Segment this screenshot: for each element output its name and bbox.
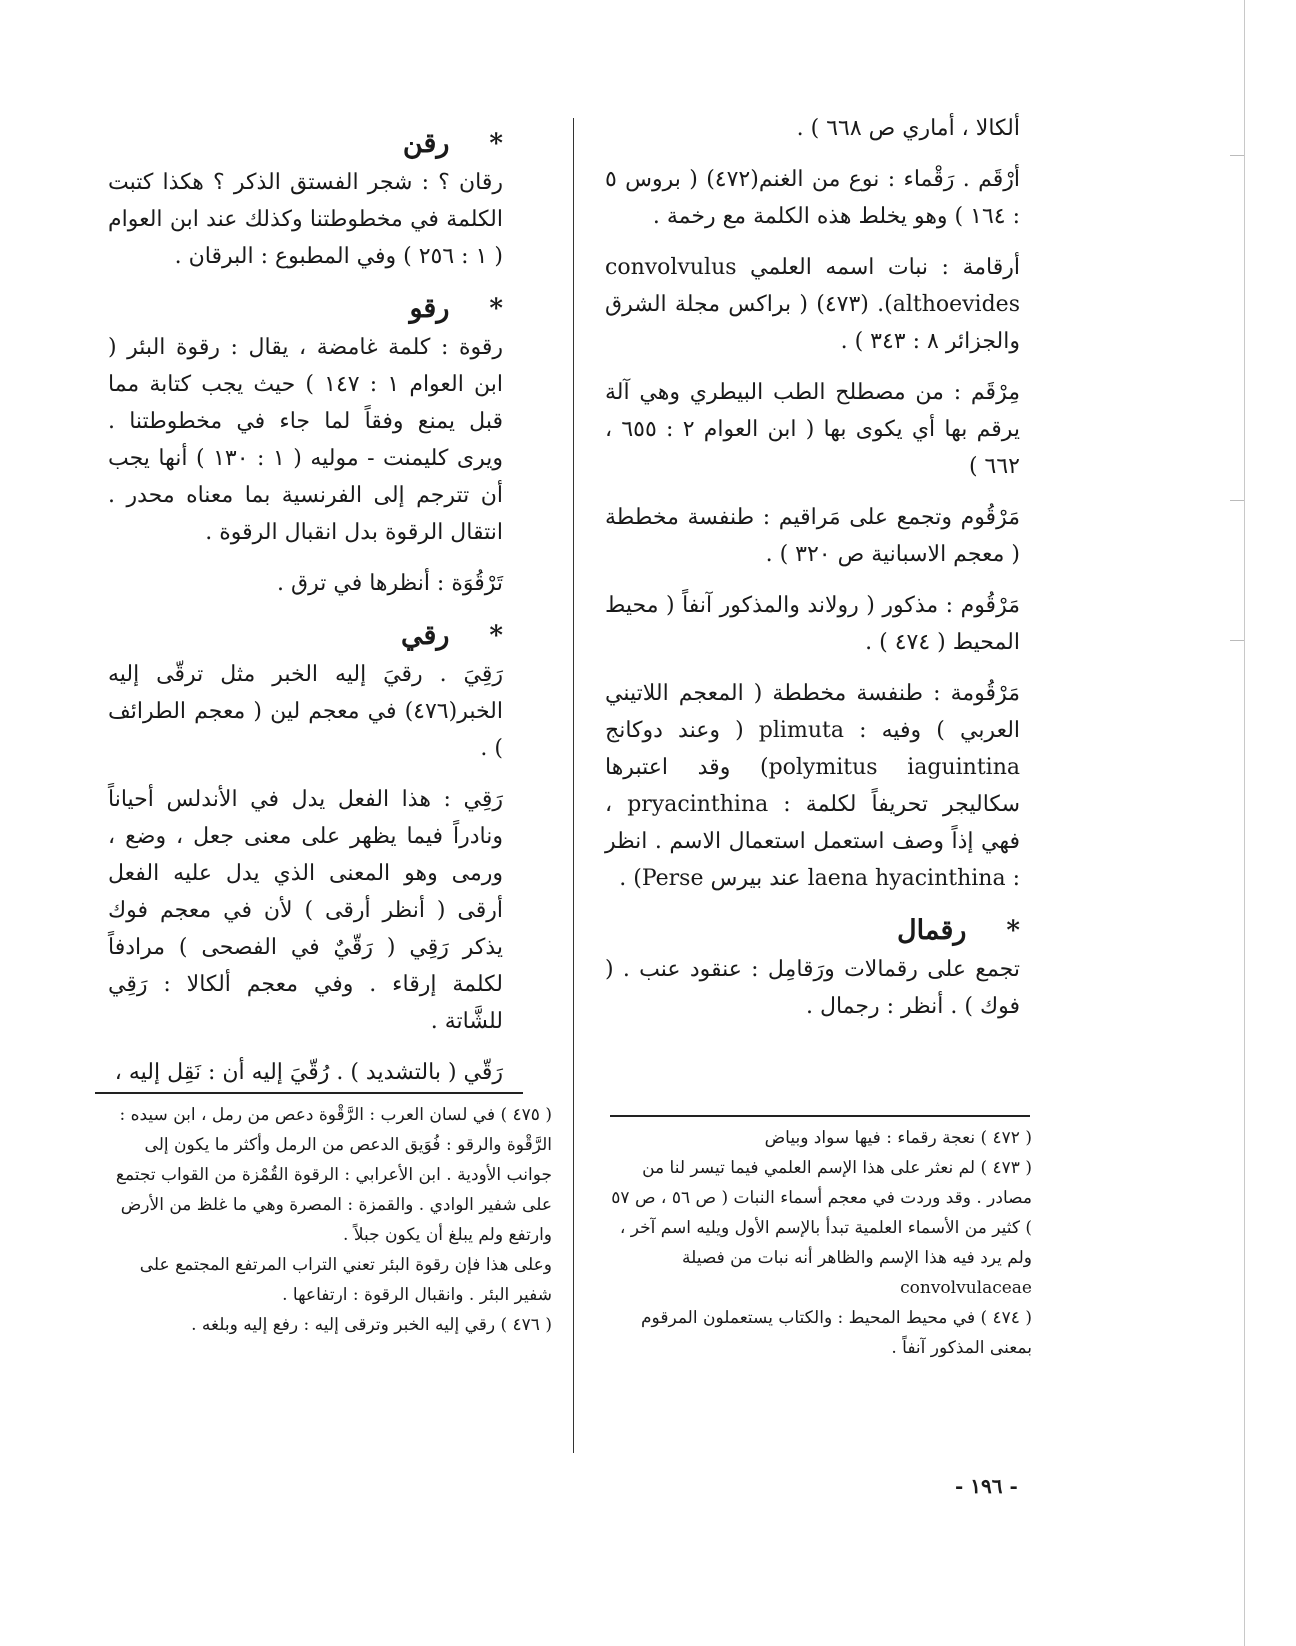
paragraph: مَرْقُوم : مذكور ( رولاند والمذكور آنفاً ( محيط المحيط ( ٤٧٤ ) .: [605, 593, 1020, 655]
paragraph: تجمع على رقمالات ورَقامِل : عنقود عنب . ( فوك ) . أنظر : رجمال .: [605, 957, 1020, 1019]
entry-heading: [108, 124, 503, 164]
footnote: ( ٤٧٣ ) لم نعثر على هذا الإسم العلمي فيما تيسر لنا من مصادر . وقد وردت في معجم أسماء النبات ( ص ٥٦ ، ص ٥٧ ) كثير من الأسماء العلمية تبدأ بالإسم الأول ويليه اسم آخر ، ولم يرد فيه هذا الإسم والظاهر أنه نبات من فصيلة convolvulaceae: [611, 1158, 1032, 1298]
footnotes-right: [600, 1123, 1032, 1363]
entry-heading: [108, 616, 503, 656]
entry-heading: [605, 911, 1020, 951]
footnote: ( ٤٧٢ ) نعجة رقماء : فيها سواد وبياض: [764, 1128, 1032, 1148]
footnotes-left: [102, 1100, 552, 1340]
paragraph: رقان ؟ : شجر الفستق الذكر ؟ هكذا كتبت الكلمة في مخطوطتنا وكذلك عند ابن العوام ( ١ : ٢٥٦ ) وفي المطبوع : البرقان .: [108, 170, 503, 269]
footnote: وعلى هذا فإن رقوة البئر تعني التراب المرتفع المجتمع على شفير البئر . وانقبال الرقوة : ارتفاعها .: [139, 1255, 552, 1305]
page-edge-line: [1244, 0, 1245, 1646]
entry-heading: [108, 289, 503, 329]
footnote-rule: [610, 1115, 1030, 1117]
paragraph: مَرْقُومة : طنفسة مخططة ( المعجم اللاتيني العربي ) وفيه : plimuta ( وعند دوكانج polymitus iaguintina) وقد اعتبرها سكاليجر تحريفاً لكلمة : pryacinthina ، فهي إذاً وصف استعمل استعمال الاسم . انظر : laena hyacinthina عند بيرس Perse) .: [605, 681, 1021, 891]
footnote: ( ٤٧٦ ) رقي إليه الخبر وترقى إليه : رفع إليه وبلغه .: [191, 1315, 552, 1335]
footnote: ( ٤٧٥ ) في لسان العرب : الرَّقْوة دعص من رمل ، ابن سيده : الرَّقْوة والرقو : فُوَيق الدعص من الرمل وأكثر ما يكون إلى جوانب الأودية . ابن الأعرابي : الرقوة القُمْزة من القواب تجتمع على شفير الوادي . والقمزة : المصرة وهي ما غلظ من الأرض وارتفع ولم يبلغ أن يكون جبلاً .: [115, 1105, 552, 1245]
star-marker: *: [489, 621, 503, 651]
paragraph: تَرْقُوَة : أنظرها في ترق .: [277, 571, 503, 596]
star-marker: *: [489, 294, 503, 324]
paragraph: رقوة : كلمة غامضة ، يقال : رقوة البئر ( ابن العوام ١ : ١٤٧ ) حيث يجب كتابة مما قبل يمنع وفقاً لما جاء في مخطوطتنا . ويرى كليمنت - موليه ( ١ : ١٣٠ ) أنها يجب أن تترجم إلى الفرنسية بما معناه محدر . انتقال الرقوة بدل انقبال الرقوة .: [108, 335, 503, 545]
paragraph: رَقّي ( بالتشديد ) . رُقّيَ إليه أن : نَقِل إليه ،: [114, 1060, 503, 1085]
paragraph: أرقامة : نبات اسمه العلمي convolvulus althoevides). (٤٧٣) ( براكس مجلة الشرق والجزائر ٨ : ٣٤٣ ) .: [605, 255, 1020, 354]
edge-tick: [1230, 500, 1244, 501]
entry-heading-text: رقي: [400, 620, 450, 651]
right-column: [605, 110, 1020, 1039]
paragraph: ألكالا ، أماري ص ٦٦٨ ) .: [796, 116, 1020, 141]
footnote-rule: [95, 1092, 523, 1094]
paragraph: مِرْقَم : من مصطلح الطب البيطري وهي آلة يرقم بها أي يكوى بها ( ابن العوام ٢ : ٦٥٥ ، ٦٦٢ ): [605, 380, 1021, 479]
paragraph: أرْقَم . رَقْماء : نوع من الغنم(٤٧٢) ( بروس ٥ : ١٦٤ ) وهو يخلط هذه الكلمة مع رخمة .: [605, 167, 1021, 229]
footnote: ( ٤٧٤ ) في محيط المحيط : والكتاب يستعملون المرقوم بمعنى المذكور آنفاً .: [641, 1308, 1032, 1358]
page-number: - ١٩٦ -: [955, 1474, 1018, 1498]
star-marker: *: [489, 129, 503, 159]
paragraph: رَقِي : هذا الفعل يدل في الأندلس أحياناً ونادراً فيما يظهر على معنى جعل ، وضع ، ورمى وهو المعنى الذي يدل عليه الفعل أرقى ( أنظر أرقى ) لأن في معجم فوك يذكر رَقِي ( رَقّيٌ في الفصحى ) مرادفاً لكلمة إرقاء . وفي معجم ألكالا : رَقِي للشَّاتة .: [108, 787, 503, 1034]
left-column: [108, 118, 503, 1105]
edge-tick: [1230, 640, 1244, 641]
edge-tick: [1230, 155, 1244, 156]
entry-heading-text: رقن: [402, 128, 450, 159]
paragraph: رَقِيَ . رقيَ إليه الخبر مثل ترقّى إليه الخبر(٤٧٦) في معجم لين ( معجم الطرائف ) .: [108, 662, 503, 761]
entry-heading-text: رقمال: [896, 915, 967, 946]
entry-heading-text: رقو: [409, 293, 450, 324]
star-marker: *: [1006, 916, 1020, 946]
column-divider: [573, 118, 574, 1453]
paragraph: مَرْقُوم وتجمع على مَراقيم : طنفسة مخططة ( معجم الاسبانية ص ٣٢٠ ) .: [605, 505, 1020, 567]
